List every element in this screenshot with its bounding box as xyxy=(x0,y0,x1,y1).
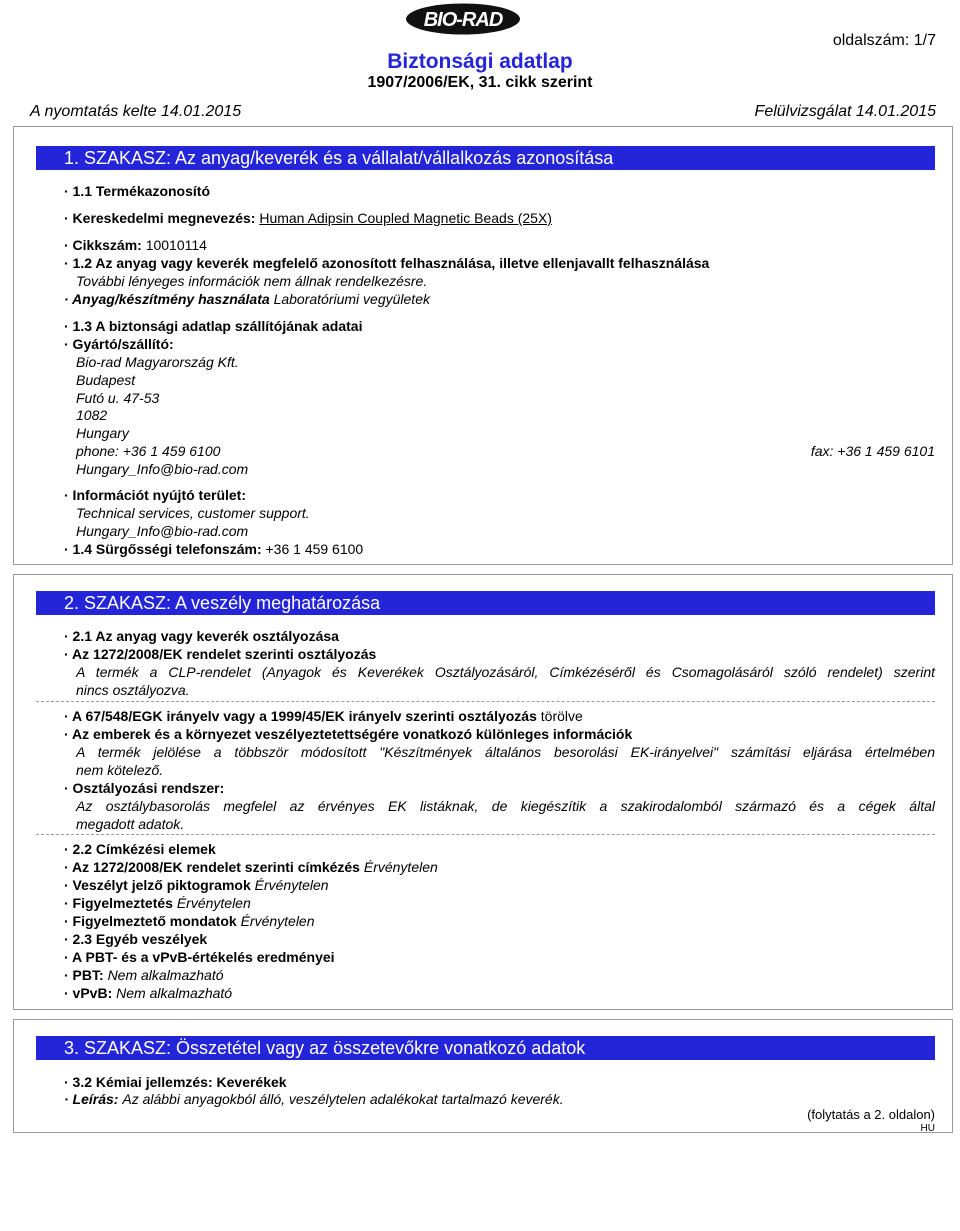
address-line-5: Hungary xyxy=(76,425,129,441)
phone-number: phone: +36 1 459 6100 xyxy=(76,443,221,459)
special-hazards-label: · Az emberek és a környezet veszélyeztetettségére vonatkozó különleges információk xyxy=(64,726,633,742)
section-2-heading: 2. SZAKASZ: A veszély meghatározása xyxy=(36,591,935,615)
print-date: A nyomtatás kelte 14.01.2015 xyxy=(30,103,242,120)
pbt-vpvb-heading: · A PBT- és a vPvB-értékelés eredményei xyxy=(64,949,335,965)
address-line-4: 1082 xyxy=(76,407,108,423)
classification-heading: · 2.1 Az anyag vagy keverék osztályozása xyxy=(64,628,339,644)
emergency-phone xyxy=(64,540,363,558)
page-number: oldalszám: 1/7 xyxy=(832,32,936,49)
manufacturer-label: · Gyártó/szállító: xyxy=(64,336,174,352)
signal-word-label: · Figyelmeztetés xyxy=(64,895,177,911)
clp-labelling-label: · Az 1272/2008/EK rendelet szerinti címkézés xyxy=(64,859,364,875)
trade-name xyxy=(64,209,552,227)
description-label: · Leírás: xyxy=(64,1091,123,1107)
pbt-label: · PBT: xyxy=(64,967,108,983)
hazard-pictograms-value: Érvénytelen xyxy=(254,877,329,893)
dashed-divider xyxy=(36,834,935,835)
trade-name-value: Human Adipsin Coupled Magnetic Beads (25X) xyxy=(259,210,552,226)
special-hazards-text-1: A termék jelölése a többször módosított "Készítmények általános besorolási EK-irányelvei" számítási eljárása értelmében xyxy=(76,744,935,760)
section-3 xyxy=(13,1019,953,1133)
info-area-email: Hungary_Info@bio-rad.com xyxy=(76,523,249,539)
chemical-characterization: · 3.2 Kémiai jellemzés: Keverékek xyxy=(64,1074,287,1090)
hazard-statements-label: · Figyelmeztető mondatok xyxy=(64,913,241,929)
section-1 xyxy=(13,126,953,565)
hazard-pictograms xyxy=(64,876,329,894)
dsd-classification-label: · A 67/548/EGK irányelv vagy a 1999/45/EK irányelv szerinti osztályozás xyxy=(64,708,541,724)
address-line-1: Bio-rad Magyarország Kft. xyxy=(76,354,239,370)
substance-use xyxy=(64,290,430,308)
info-area-value: Technical services, customer support. xyxy=(76,505,310,521)
dsd-classification xyxy=(64,707,583,725)
article-number-label: · Cikkszám: xyxy=(64,237,146,253)
substance-use-value: Laboratóriumi vegyületek xyxy=(273,291,430,307)
clp-labelling-value: Érvénytelen xyxy=(363,859,438,875)
language-code: HU xyxy=(920,1123,935,1134)
hazard-statements-value: Érvénytelen xyxy=(240,913,315,929)
classification-system-text-1: Az osztálybasorolás megfelel az érvényes EK listáknak, de kiegészítik a szakirodalomból származó és a cégek által xyxy=(76,798,935,814)
signal-word xyxy=(64,894,251,912)
clp-classification-label: · Az 1272/2008/EK rendelet szerinti osztályozás xyxy=(64,646,377,662)
section-3-heading: 3. SZAKASZ: Összetétel vagy az összetevőkre vonatkozó adatok xyxy=(36,1036,935,1060)
address-line-3: Futó u. 47-53 xyxy=(76,390,160,406)
vpvb-value: Nem alkalmazható xyxy=(116,985,233,1001)
info-area-label: · Információt nyújtó terület: xyxy=(64,487,246,503)
address-line-2: Budapest xyxy=(76,372,136,388)
revision-date: Felülvizsgálat 14.01.2015 xyxy=(754,103,936,120)
identified-uses-heading: · 1.2 Az anyag vagy keverék megfelelő azonosított felhasználása, illetve ellenjavallt felhasználása xyxy=(64,255,710,271)
vpvb-label: · vPvB: xyxy=(64,985,117,1001)
emergency-phone-label: · 1.4 Sürgősségi telefonszám: xyxy=(64,541,266,557)
special-hazards-text-2: nem kötelező. xyxy=(76,762,164,778)
hazard-statements xyxy=(64,912,315,930)
pbt-value: Nem alkalmazható xyxy=(107,967,224,983)
article-number-value: 10010114 xyxy=(145,237,207,253)
section-2 xyxy=(13,574,953,1010)
logo-text: BIO-RAD xyxy=(423,9,503,31)
fax-number: fax: +36 1 459 6101 xyxy=(810,443,935,459)
clp-labelling xyxy=(64,858,438,876)
vpvb-result xyxy=(64,984,232,1002)
supplier-details-heading: · 1.3 A biztonsági adatlap szállítójának adatai xyxy=(64,318,363,334)
section-1-heading: 1. SZAKASZ: Az anyag/keverék és a vállalat/vállalkozás azonosítása xyxy=(36,146,935,170)
hazard-pictograms-label: · Veszélyt jelző piktogramok xyxy=(64,877,255,893)
product-identifier-label: · 1.1 Termékazonosító xyxy=(64,183,211,199)
continued-note: (folytatás a 2. oldalon) xyxy=(807,1107,935,1122)
description xyxy=(64,1090,564,1108)
dashed-divider xyxy=(36,701,935,702)
clp-classification-text-1: A termék a CLP-rendelet (Anyagok és Keverékek Osztályozásáról, Címkézéséről és Csomagolásáról szóló rendelet) szerint xyxy=(76,664,935,680)
classification-system-label: · Osztályozási rendszer: xyxy=(64,780,225,796)
no-further-info: További lényeges információk nem állnak rendelkezésre. xyxy=(76,273,428,289)
bio-rad-logo xyxy=(405,3,521,35)
other-hazards-heading: · 2.3 Egyéb veszélyek xyxy=(64,931,208,947)
description-value: Az alábbi anyagokból álló, veszélytelen adalékokat tartalmazó keverék. xyxy=(122,1091,564,1107)
document-title: Biztonsági adatlap xyxy=(387,50,573,73)
clp-classification-text-2: nincs osztályozva. xyxy=(76,682,190,698)
trade-name-label: · Kereskedelmi megnevezés: xyxy=(64,210,260,226)
substance-use-label: · Anyag/készítmény használata xyxy=(64,291,274,307)
classification-system-text-2: megadott adatok. xyxy=(76,816,185,832)
emergency-phone-value: +36 1 459 6100 xyxy=(265,541,364,557)
dsd-classification-value: törölve xyxy=(540,708,583,724)
document-subtitle: 1907/2006/EK, 31. cikk szerint xyxy=(367,74,593,91)
label-elements-heading: · 2.2 Címkézési elemek xyxy=(64,841,216,857)
signal-word-value: Érvénytelen xyxy=(176,895,251,911)
pbt-result xyxy=(64,966,224,984)
email-address: Hungary_Info@bio-rad.com xyxy=(76,461,249,477)
article-number xyxy=(64,236,207,254)
